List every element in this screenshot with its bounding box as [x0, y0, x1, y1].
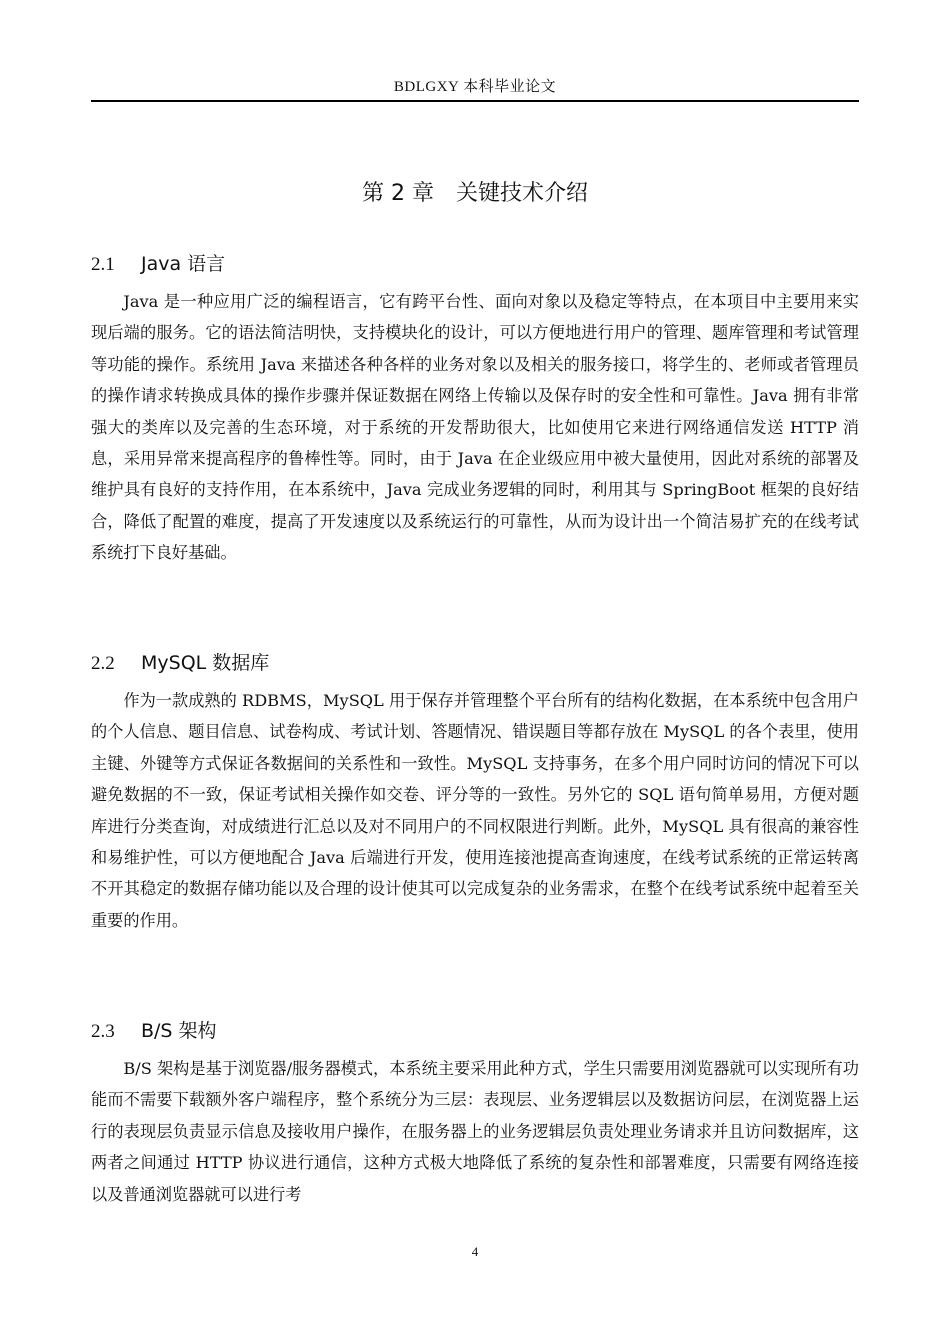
- section-number: 2.3: [91, 1021, 115, 1042]
- section-java: [91, 249, 859, 569]
- chapter-number: 第 2 章: [362, 181, 434, 206]
- chapter-title: [91, 178, 859, 210]
- section-number: 2.1: [91, 254, 115, 275]
- section-heading: [91, 1016, 859, 1046]
- section-number: 2.2: [91, 653, 115, 674]
- header-rule: [91, 100, 859, 102]
- section-bs-architecture: [91, 1016, 859, 1226]
- section-paragraph: B/S 架构是基于浏览器/服务器模式，本系统主要采用此种方式，学生只需要用浏览器就可以实现所有功能而不需要下载额外客户端程序，整个系统分为三层：表现层、业务逻辑层以及数据访问层，在浏览器上运行的表现层负责显示信息及接收用户操作，在服务器上的业务逻辑层负责处理业务请求并且访问数据库，这两者之间通过 HTTP 协议进行通信，这种方式极大地降低了系统的复杂性和部署难度，只需要有网络连接以及普通浏览器就可以进行考: [91, 1059, 859, 1204]
- section-paragraph: 作为一款成熟的 RDBMS，MySQL 用于保存并管理整个平台所有的结构化数据，在本系统中包含用户的个人信息、题目信息、试卷构成、考试计划、答题情况、错误题目等都存放在 MySQL 的各个表里，使用主键、外键等方式保证各数据间的关系性和一致性。MySQL 支持事务，在多个用户同时访问的情况下可以避免数据的不一致，保证考试相关操作如交卷、评分等的一致性。另外它的 SQL 语句简单易用，方便对题库进行分类查询，对成绩进行汇总以及对不同用户的不同权限进行判断。此外，MySQL 具有很高的兼容性和易维护性，可以方便地配合 Java 后端进行开发，使用连接池提高查询速度，在线考试系统的正常运转离不开其稳定的数据存储功能以及合理的设计使其可以完成复杂的业务需求，在整个在线考试系统中起着至关重要的作用。: [91, 691, 859, 930]
- section-heading: [91, 249, 859, 279]
- section-mysql: [91, 648, 859, 936]
- running-header: BDLGXY 本科毕业论文: [393, 79, 557, 95]
- section-paragraph: Java 是一种应用广泛的编程语言，它有跨平台性、面向对象以及稳定等特点，在本项目中主要用来实现后端的服务。它的语法简洁明快，支持模块化的设计，可以方便地进行用户的管理、题库管理和考试管理等功能的操作。系统用 Java 来描述各种各样的业务对象以及相关的服务接口，将学生的、老师或者管理员的操作请求转换成具体的操作步骤并保证数据在网络上传输以及保存时的安全性和可靠性。Java 拥有非常强大的类库以及完善的生态环境，对于系统的开发帮助很大，比如使用它来进行网络通信发送 HTTP 消息，采用异常来提高程序的鲁棒性等。同时，由于 Java 在企业级应用中被大量使用，因此对系统的部署及维护具有良好的支持作用，在本系统中，Java 完成业务逻辑的同时，利用其与 SpringBoot 框架的良好结合，降低了配置的难度，提高了开发速度以及系统运行的可靠性，从而为设计出一个简洁易扩充的在线考试系统打下良好基础。: [91, 292, 859, 563]
- section-title: B/S 架构: [141, 1020, 217, 1042]
- section-title: Java 语言: [141, 253, 226, 275]
- section-heading: [91, 648, 859, 678]
- chapter-name: 关键技术介绍: [455, 181, 588, 206]
- section-title: MySQL 数据库: [141, 652, 270, 674]
- page-number: 4: [471, 1244, 479, 1259]
